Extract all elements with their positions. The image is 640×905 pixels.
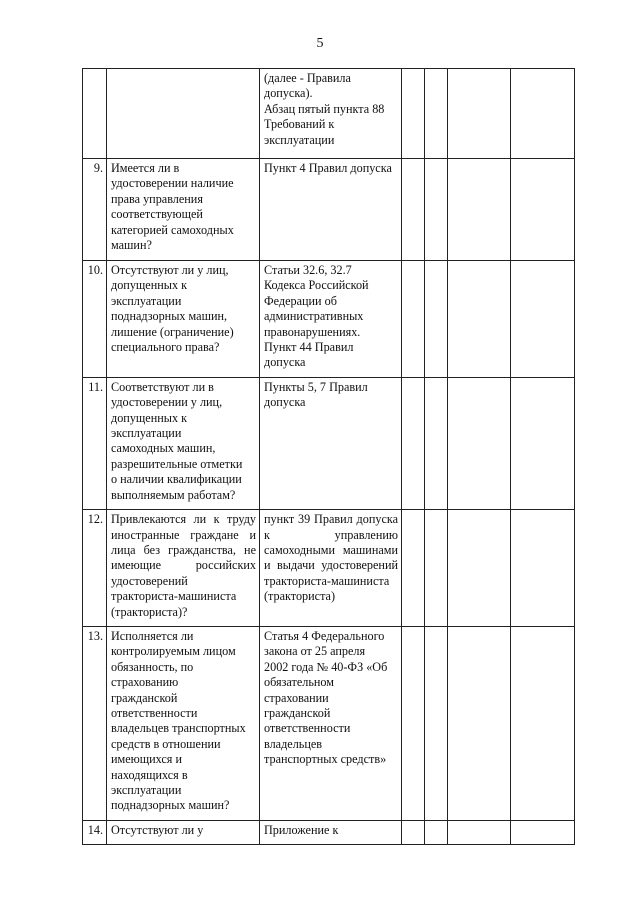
notes-cell[interactable] <box>511 377 575 509</box>
row-number: 9. <box>83 159 107 261</box>
notes-cell[interactable] <box>511 69 575 159</box>
question-cell: Отсутствуют ли у <box>107 820 260 844</box>
table-row <box>83 820 575 844</box>
not-applicable-cell[interactable] <box>448 626 511 820</box>
answer-yes-cell[interactable] <box>402 377 425 509</box>
table-row <box>83 510 575 627</box>
answer-no-cell[interactable] <box>425 626 448 820</box>
notes-cell[interactable] <box>511 820 575 844</box>
question-cell: Отсутствуют ли у лиц, допущенных к эксплуатации поднадзорных машин, лишение (ограничение) специального права? <box>107 261 260 378</box>
question-cell: Имеется ли в удостоверении наличие права управления соответствующей категорией самоходных машин? <box>107 159 260 261</box>
notes-cell[interactable] <box>511 261 575 378</box>
reference-cell: (далее - Правила допуска). Абзац пятый пункта 88 Требований к эксплуатации <box>260 69 402 159</box>
question-cell: Соответствуют ли в удостоверении у лиц, допущенных к эксплуатации самоходных машин, разрешительные отметки о наличии квалификации выполняемым работам? <box>107 377 260 509</box>
notes-cell[interactable] <box>511 510 575 627</box>
answer-no-cell[interactable] <box>425 510 448 627</box>
not-applicable-cell[interactable] <box>448 510 511 627</box>
answer-yes-cell[interactable] <box>402 626 425 820</box>
table-row <box>83 159 575 261</box>
not-applicable-cell[interactable] <box>448 261 511 378</box>
table-row <box>83 69 575 159</box>
reference-cell: Пункты 5, 7 Правил допуска <box>260 377 402 509</box>
answer-no-cell[interactable] <box>425 377 448 509</box>
row-number: 12. <box>83 510 107 627</box>
reference-cell: пункт 39 Правил допуска к управлению самоходными машинами и выдачи удостоверений тракториста-машиниста (тракториста) <box>260 510 402 627</box>
reference-cell: Статья 4 Федерального закона от 25 апреля 2002 года № 40-ФЗ «Об обязательном страховании гражданской ответственности владельцев транспортных средств» <box>260 626 402 820</box>
table-row <box>83 377 575 509</box>
notes-cell[interactable] <box>511 159 575 261</box>
not-applicable-cell[interactable] <box>448 69 511 159</box>
answer-no-cell[interactable] <box>425 159 448 261</box>
reference-cell: Приложение к <box>260 820 402 844</box>
reference-cell: Статьи 32.6, 32.7 Кодекса Российской Федерации об административных правонарушениях. Пункт 44 Правил допуска <box>260 261 402 378</box>
not-applicable-cell[interactable] <box>448 159 511 261</box>
row-number: 10. <box>83 261 107 378</box>
not-applicable-cell[interactable] <box>448 820 511 844</box>
answer-yes-cell[interactable] <box>402 261 425 378</box>
table-row <box>83 261 575 378</box>
question-cell: Привлекаются ли к труду иностранные граждане и лица без гражданства, не имеющие российских удостоверений тракториста-машиниста (тракториста)? <box>107 510 260 627</box>
answer-no-cell[interactable] <box>425 69 448 159</box>
answer-yes-cell[interactable] <box>402 820 425 844</box>
row-number: 11. <box>83 377 107 509</box>
not-applicable-cell[interactable] <box>448 377 511 509</box>
checklist-table <box>82 68 575 845</box>
question-cell <box>107 69 260 159</box>
answer-yes-cell[interactable] <box>402 510 425 627</box>
row-number <box>83 69 107 159</box>
answer-no-cell[interactable] <box>425 261 448 378</box>
row-number: 13. <box>83 626 107 820</box>
answer-no-cell[interactable] <box>425 820 448 844</box>
page-number: 5 <box>316 36 324 51</box>
reference-cell: Пункт 4 Правил допуска <box>260 159 402 261</box>
row-number: 14. <box>83 820 107 844</box>
table-row <box>83 626 575 820</box>
notes-cell[interactable] <box>511 626 575 820</box>
answer-yes-cell[interactable] <box>402 159 425 261</box>
question-cell: Исполняется ли контролируемым лицом обязанность, по страхованию гражданской ответственности владельцев транспортных средств в отношении имеющихся и находящихся в эксплуатации поднадзорных машин? <box>107 626 260 820</box>
answer-yes-cell[interactable] <box>402 69 425 159</box>
